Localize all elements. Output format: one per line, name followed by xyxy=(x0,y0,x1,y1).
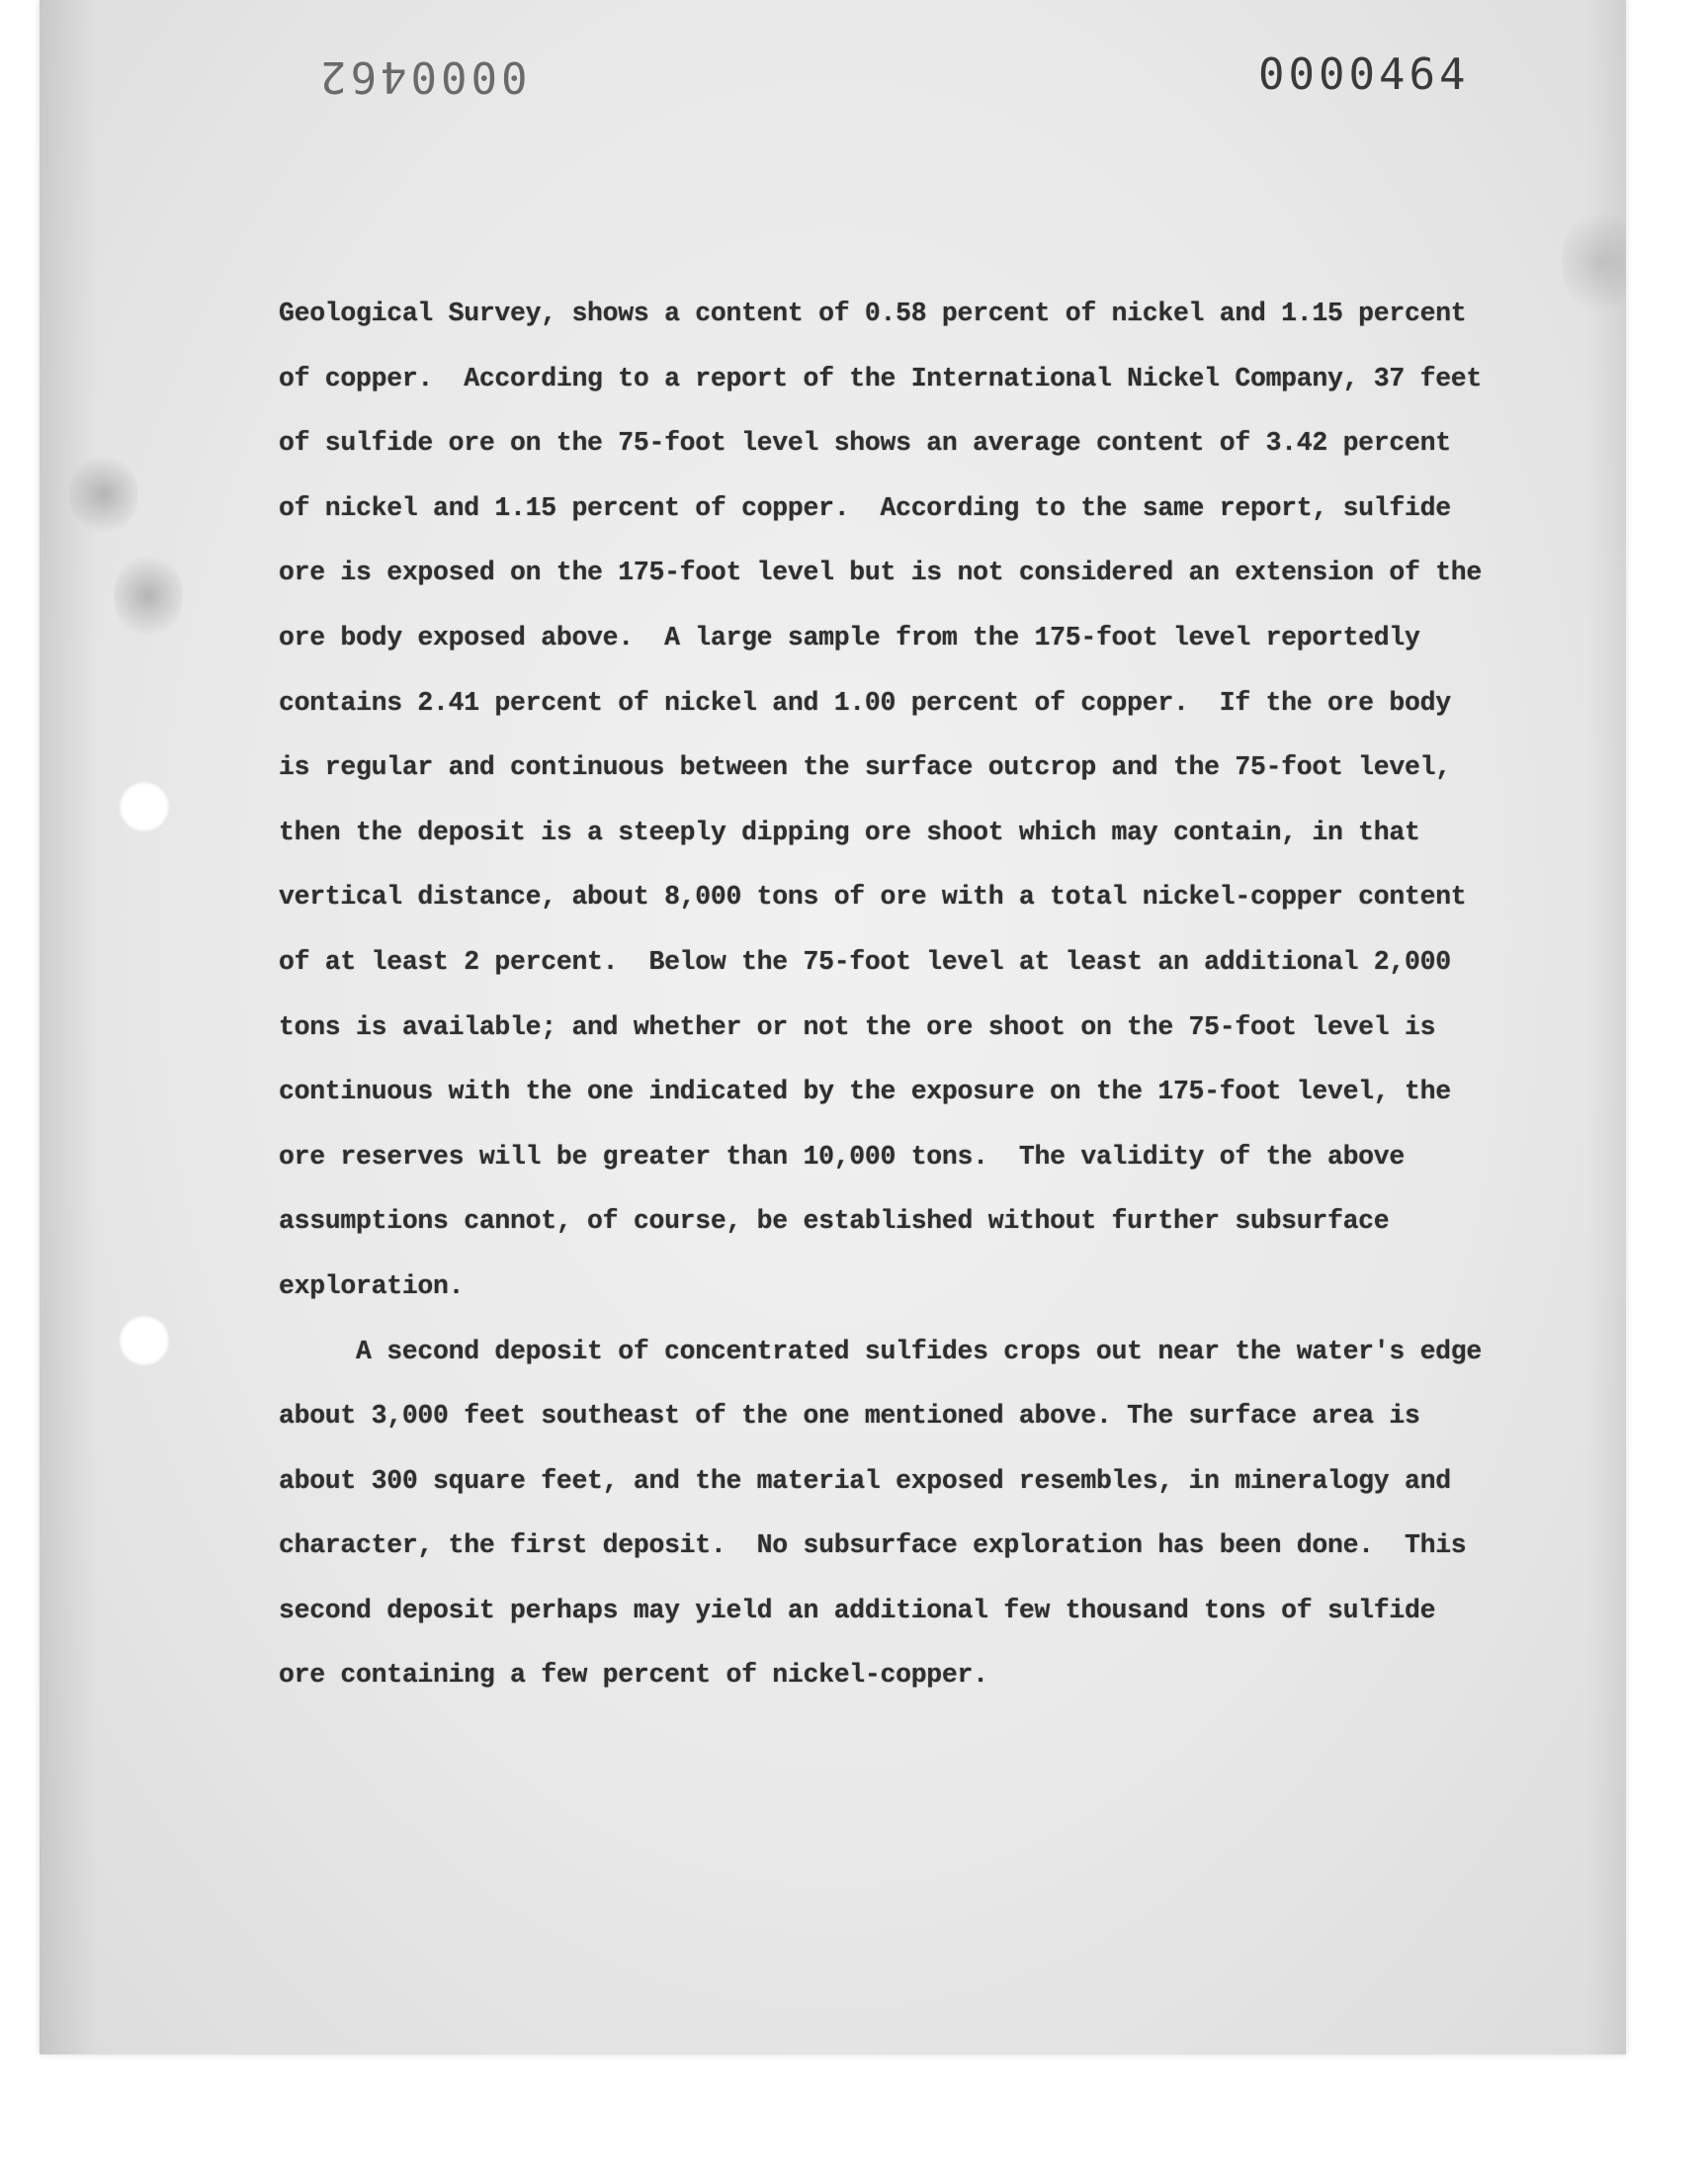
page-stamp-left: 0000462 xyxy=(316,51,528,102)
fingerprint-smudge xyxy=(114,554,183,638)
page-number-stamp: 0000464 xyxy=(1258,49,1470,100)
punch-hole xyxy=(119,1315,170,1366)
paragraph-2: A second deposit of concentrated sulfides crops out near the water's edge about 3,000 feet southeast of the one mentioned above. The surface area is about 300 square feet, and the material exposed resembles, in mineralogy and character, the first deposit. No subsurface exploration has been done. This second deposit perhaps may yield an additional few thousand tons of sulfide ore containing a few percent of nickel-copper. xyxy=(279,1336,1497,1691)
punch-hole xyxy=(119,781,170,832)
document-body xyxy=(279,282,1497,1708)
paragraph-1: Geological Survey, shows a content of 0.58 percent of nickel and 1.15 percent of copper. According to a report of the International Nickel Company, 37 feet of sulfide ore on the 75-foot level shows an average content of 3.42 percent of nickel and 1.15 percent of copper. According to the same report, sulfide ore is exposed on the 175-foot level but is not considered an extension of the ore body exposed above. A large sample from the 175-foot level reportedly contains 2.41 percent of nickel and 1.00 percent of copper. If the ore body is regular and continuous between the surface outcrop and the 75-foot level, then the deposit is a steeply dipping ore shoot which may contain, in that vertical distance, about 8,000 tons of ore with a total nickel-copper content of at least 2 percent. Below the 75-foot level at least an additional 2,000 tons is available; and whether or not the ore shoot on the 75-foot level is continuous with the one indicated by the exposure on the 175-foot level, the ore reserves will be greater than 10,000 tons. The validity of the above assumptions cannot, of course, be established without further subsurface exploration. xyxy=(279,299,1497,1301)
fingerprint-smudge xyxy=(1562,208,1626,316)
document-page xyxy=(40,0,1626,2054)
fingerprint-smudge xyxy=(69,455,138,534)
